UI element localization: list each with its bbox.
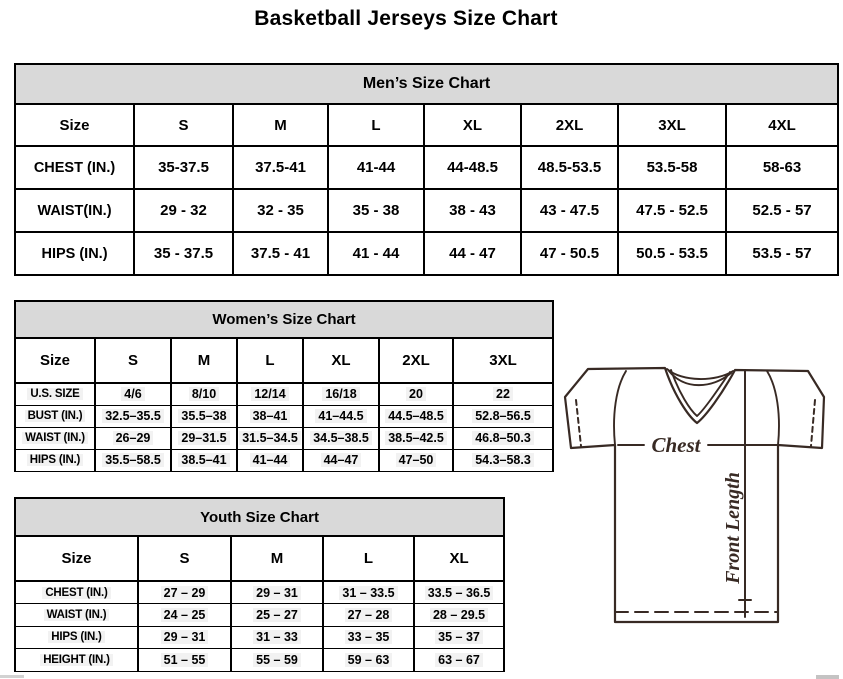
size-value-cell: [726, 232, 838, 275]
size-value-cell: [237, 449, 303, 471]
column-header-xl: XL: [414, 536, 504, 581]
size-value-cell: [618, 146, 726, 189]
size-value-text: 41–44.5: [315, 409, 366, 423]
column-header-l: L: [328, 104, 424, 146]
size-value-text: 53.5-58: [646, 159, 698, 176]
size-value-text: 47.5 - 52.5: [636, 202, 708, 219]
size-value-cell: [414, 604, 504, 627]
size-value-text: 44.5–48.5: [385, 409, 447, 423]
size-value-cell: [323, 604, 414, 627]
row-label-text: WAIST(IN.): [37, 202, 112, 219]
size-value-cell: [453, 427, 553, 449]
size-value-cell: [323, 649, 414, 672]
column-header-s: S: [95, 338, 171, 383]
size-value-text: 33 – 35: [345, 630, 393, 644]
row-label-text: WAIST (IN.): [44, 609, 110, 621]
size-value-text: 29 – 31: [253, 586, 301, 600]
size-value-cell: [414, 649, 504, 672]
size-value-cell: [233, 146, 328, 189]
size-value-text: 29–31.5: [178, 431, 229, 445]
size-value-cell: [95, 405, 171, 427]
size-value-cell: [521, 189, 618, 232]
size-value-cell: [453, 405, 553, 427]
column-header-m: M: [233, 104, 328, 146]
table-row: [15, 449, 553, 471]
row-label: [15, 649, 138, 672]
size-value-text: 52.5 - 57: [752, 202, 812, 219]
size-value-text: 29 - 32: [160, 202, 207, 219]
column-header-size: Size: [15, 536, 138, 581]
size-value-cell: [424, 232, 521, 275]
size-value-text: 59 – 63: [345, 653, 393, 667]
size-value-text: 16/18: [322, 387, 359, 401]
row-label: [15, 626, 138, 649]
column-header-s: S: [138, 536, 231, 581]
size-value-text: 8/10: [189, 387, 219, 401]
jersey-outline: [565, 368, 824, 622]
size-value-cell: [134, 232, 233, 275]
size-value-text: 50.5 - 53.5: [636, 245, 708, 262]
scrollbar-fragment-right[interactable]: [816, 675, 839, 679]
size-value-cell: [303, 405, 379, 427]
size-value-text: 31 – 33.5: [339, 586, 397, 600]
size-value-cell: [138, 604, 231, 627]
table-row: [15, 232, 838, 275]
size-value-cell: [521, 146, 618, 189]
size-value-cell: [379, 383, 453, 405]
size-value-text: 47–50: [396, 453, 437, 467]
row-label-text: U.S. SIZE: [27, 388, 82, 400]
row-label: [15, 449, 95, 471]
size-value-cell: [303, 427, 379, 449]
row-label-text: HIPS (IN.): [48, 631, 104, 643]
size-value-cell: [414, 581, 504, 604]
row-label-text: BUST (IN.): [25, 410, 86, 422]
size-value-text: 54.3–58.3: [472, 453, 534, 467]
row-label: [15, 604, 138, 627]
size-value-cell: [231, 649, 323, 672]
size-value-text: 51 – 55: [161, 653, 209, 667]
size-value-cell: [95, 427, 171, 449]
size-value-text: 41 - 44: [352, 245, 400, 262]
size-value-cell: [323, 626, 414, 649]
womens-size-chart-table: [14, 300, 554, 472]
size-value-cell: [233, 232, 328, 275]
chest-label: Chest: [651, 433, 701, 457]
size-value-text: 32 - 35: [257, 202, 304, 219]
column-header-l: L: [237, 338, 303, 383]
row-label: [15, 232, 134, 275]
column-header-4xl: 4XL: [726, 104, 838, 146]
row-label-text: WAIST (IN.): [22, 432, 88, 444]
row-label: [15, 427, 95, 449]
size-value-cell: [237, 405, 303, 427]
size-value-cell: [171, 383, 237, 405]
size-value-text: 52.8–56.5: [472, 409, 534, 423]
collar-lines: [667, 369, 733, 416]
size-value-text: 35 - 37.5: [153, 245, 214, 262]
row-label-text: CHEST (IN.): [33, 159, 116, 176]
size-value-text: 55 – 59: [253, 653, 301, 667]
size-value-cell: [138, 649, 231, 672]
size-value-cell: [237, 427, 303, 449]
row-label: [15, 405, 95, 427]
row-label-text: HIPS (IN.): [41, 245, 108, 262]
size-value-text: 25 – 27: [253, 608, 301, 622]
womens-chart-title: Women’s Size Chart: [15, 301, 553, 338]
size-value-text: 53.5 - 57: [752, 245, 812, 262]
size-value-text: 32.5–35.5: [102, 409, 164, 423]
size-value-text: 41–44: [250, 453, 291, 467]
size-value-text: 12/14: [251, 387, 288, 401]
size-value-cell: [379, 405, 453, 427]
mens-chart-title: Men’s Size Chart: [15, 64, 838, 104]
size-value-text: 37.5 - 41: [250, 245, 311, 262]
row-label: [15, 189, 134, 232]
size-value-text: 26–29: [113, 431, 154, 445]
table-row: [15, 405, 553, 427]
size-value-cell: [303, 383, 379, 405]
column-header-size: Size: [15, 338, 95, 383]
size-value-text: 27 – 29: [161, 586, 209, 600]
table-row: [15, 604, 504, 627]
row-label: [15, 383, 95, 405]
size-value-text: 37.5-41: [255, 159, 306, 176]
page-title: Basketball Jerseys Size Chart: [254, 7, 558, 30]
size-value-text: 35 – 37: [435, 630, 483, 644]
size-value-text: 35 - 38: [352, 202, 400, 219]
size-value-text: 35.5–58.5: [102, 453, 164, 467]
table-row: [15, 626, 504, 649]
size-value-text: 44-48.5: [447, 159, 498, 176]
row-label-text: HIPS (IN.): [27, 454, 83, 466]
size-value-cell: [618, 232, 726, 275]
size-value-cell: [233, 189, 328, 232]
size-value-text: 44 - 47: [449, 245, 496, 262]
jersey-diagram: [556, 357, 843, 630]
size-value-cell: [424, 189, 521, 232]
youth-chart-title: Youth Size Chart: [15, 498, 504, 536]
size-value-cell: [138, 626, 231, 649]
womens-chart-header-row: [15, 338, 553, 383]
size-value-text: 38.5–42.5: [385, 431, 447, 445]
column-header-xl: XL: [303, 338, 379, 383]
size-value-cell: [171, 427, 237, 449]
womens-chart-title-row: [15, 301, 553, 338]
size-value-text: 33.5 – 36.5: [425, 586, 494, 600]
size-value-cell: [134, 189, 233, 232]
size-value-cell: [231, 581, 323, 604]
youth-size-chart-table: [14, 497, 505, 672]
size-value-cell: [726, 189, 838, 232]
youth-chart-title-row: [15, 498, 504, 536]
size-value-text: 31 – 33: [253, 630, 301, 644]
size-value-cell: [138, 581, 231, 604]
size-value-cell: [328, 232, 424, 275]
size-value-cell: [379, 427, 453, 449]
size-value-text: 29 – 31: [161, 630, 209, 644]
size-value-cell: [328, 189, 424, 232]
front-length-label: Front Length: [722, 472, 744, 584]
size-value-text: 41-44: [356, 159, 396, 176]
size-value-text: 46.8–50.3: [472, 431, 534, 445]
table-row: [15, 146, 838, 189]
size-value-text: 63 – 67: [435, 653, 483, 667]
size-value-cell: [424, 146, 521, 189]
size-value-cell: [453, 449, 553, 471]
size-value-cell: [171, 405, 237, 427]
size-value-cell: [95, 449, 171, 471]
size-value-cell: [237, 383, 303, 405]
size-value-cell: [231, 626, 323, 649]
row-label: [15, 581, 138, 604]
size-value-text: 35-37.5: [158, 159, 209, 176]
size-value-text: 4/6: [121, 387, 144, 401]
size-value-text: 48.5-53.5: [537, 159, 602, 176]
column-header-xl: XL: [424, 104, 521, 146]
size-value-text: 38.5–41: [178, 453, 229, 467]
size-value-cell: [521, 232, 618, 275]
mens-size-chart-table: [14, 63, 839, 276]
row-label: [15, 146, 134, 189]
size-value-cell: [379, 449, 453, 471]
size-value-text: 20: [406, 387, 426, 401]
size-value-cell: [303, 449, 379, 471]
size-value-text: 28 – 29.5: [430, 608, 488, 622]
size-value-text: 27 – 28: [345, 608, 393, 622]
size-value-cell: [134, 146, 233, 189]
table-row: [15, 581, 504, 604]
size-value-text: 47 - 50.5: [539, 245, 600, 262]
mens-chart-header-row: [15, 104, 838, 146]
table-row: [15, 649, 504, 672]
column-header-3xl: 3XL: [618, 104, 726, 146]
size-value-cell: [414, 626, 504, 649]
size-value-cell: [726, 146, 838, 189]
row-label-text: HEIGHT (IN.): [40, 654, 113, 666]
column-header-3xl: 3XL: [453, 338, 553, 383]
table-row: [15, 189, 838, 232]
size-value-cell: [618, 189, 726, 232]
column-header-l: L: [323, 536, 414, 581]
size-value-cell: [453, 383, 553, 405]
size-value-cell: [231, 604, 323, 627]
mens-chart-title-row: [15, 64, 838, 104]
size-value-cell: [328, 146, 424, 189]
size-value-text: 43 - 47.5: [539, 202, 600, 219]
column-header-m: M: [171, 338, 237, 383]
youth-chart-header-row: [15, 536, 504, 581]
column-header-s: S: [134, 104, 233, 146]
column-header-2xl: 2XL: [521, 104, 618, 146]
size-value-text: 34.5–38.5: [310, 431, 372, 445]
column-header-2xl: 2XL: [379, 338, 453, 383]
column-header-m: M: [231, 536, 323, 581]
size-value-text: 22: [493, 387, 513, 401]
size-value-cell: [171, 449, 237, 471]
column-header-size: Size: [15, 104, 134, 146]
size-value-text: 38–41: [250, 409, 291, 423]
size-value-text: 24 – 25: [161, 608, 209, 622]
size-value-cell: [323, 581, 414, 604]
size-value-text: 58-63: [762, 159, 802, 176]
size-value-text: 44–47: [321, 453, 362, 467]
scrollbar-fragment-left[interactable]: [0, 675, 24, 678]
size-value-text: 31.5–34.5: [239, 431, 301, 445]
table-row: [15, 427, 553, 449]
size-value-cell: [95, 383, 171, 405]
size-value-text: 35.5–38: [178, 409, 229, 423]
table-row: [15, 383, 553, 405]
size-value-text: 38 - 43: [449, 202, 496, 219]
row-label-text: CHEST (IN.): [42, 587, 110, 599]
